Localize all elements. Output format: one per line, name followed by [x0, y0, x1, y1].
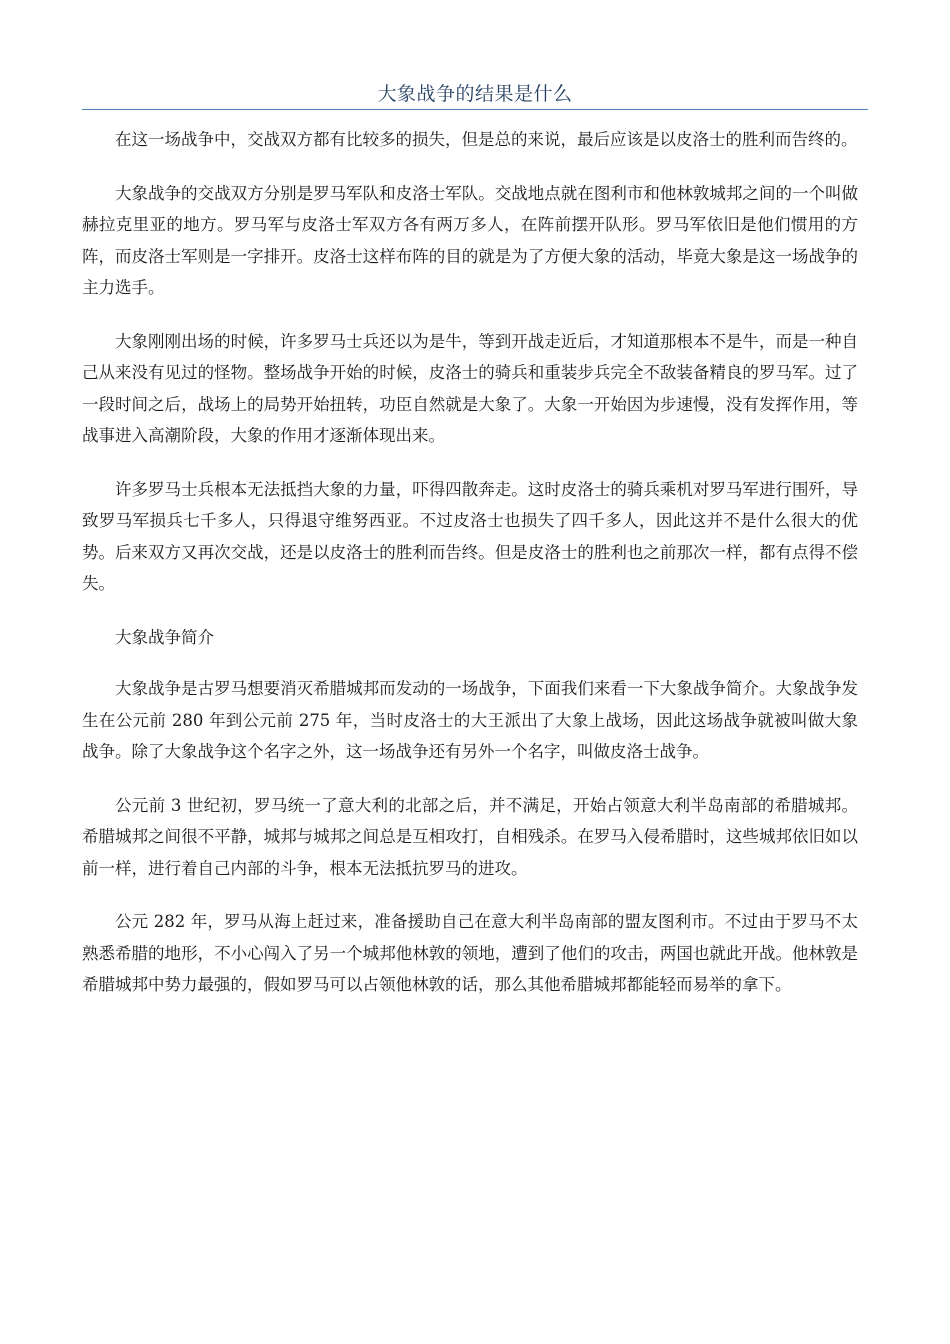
paragraph-war-introduction: 大象战争是古罗马想要消灭希腊城邦而发动的一场战争，下面我们来看一下大象战争简介。大象战争发生在公元前 280 年到公元前 275 年，当时皮洛士的大王派出了大象上战场，因此这场战争就被叫做大象战争。除了大象战争这个名字之外，这一场战争还有另外一个名字，叫做皮洛士战争。	[82, 679, 858, 761]
paragraph-roman-retreat: 许多罗马士兵根本无法抵挡大象的力量，吓得四散奔走。这时皮洛士的骑兵乘机对罗马军进行围歼，导致罗马军损兵七千多人，只得退守维努西亚。不过皮洛士也损失了四千多人，因此这并不是什么很大的优势。后来双方又再次交战，还是以皮洛士的胜利而告终。但是皮洛士的胜利也之前那次一样，都有点得不偿失。	[82, 479, 858, 593]
document-header	[82, 80, 868, 110]
document-body	[82, 124, 858, 1023]
paragraph-elephants-appear: 大象刚刚出场的时候，许多罗马士兵还以为是牛，等到开战走近后，才知道那根本不是牛，而是一种自己从来没有见过的怪物。整场战争开始的时候，皮洛士的骑兵和重装步兵完全不敌装备精良的罗马军。过了一段时间之后，战场上的局势开始扭转，功臣自然就是大象了。大象一开始因为步速慢，没有发挥作用，等战事进入高潮阶段，大象的作用才逐渐体现出来。	[82, 331, 858, 445]
paragraph-result-summary: 在这一场战争中，交战双方都有比较多的损失，但是总的来说，最后应该是以皮洛士的胜利而告终的。	[115, 130, 858, 149]
section-heading-introduction: 大象战争简介	[115, 627, 214, 647]
document-title: 大象战争的结果是什么	[377, 83, 573, 105]
paragraph-roman-expansion: 公元前 3 世纪初，罗马统一了意大利的北部之后，并不满足，开始占领意大利半岛南部的希腊城邦。希腊城邦之间很不平静，城邦与城邦之间总是互相攻打，自相残杀。在罗马入侵希腊时，这些城邦依旧如以前一样，进行着自己内部的斗争，根本无法抵抗罗马的进攻。	[82, 795, 858, 878]
paragraph-war-outbreak: 公元 282 年，罗马从海上赶过来，准备援助自己在意大利半岛南部的盟友图利市。不过由于罗马不太熟悉希腊的地形，不小心闯入了另一个城邦他林敦的领地，遭到了他们的攻击，两国也就此开战。他林敦是希腊城邦中势力最强的，假如罗马可以占领他林敦的话，那么其他希腊城邦都能轻而易举的拿下。	[82, 912, 858, 994]
paragraph-battle-sides: 大象战争的交战双方分别是罗马军队和皮洛士军队。交战地点就在图利市和他林敦城邦之间的一个叫做赫拉克里亚的地方。罗马军与皮洛士军双方各有两万多人，在阵前摆开队形。罗马军依旧是他们惯用的方阵，而皮洛士军则是一字排开。皮洛士这样布阵的目的就是为了方便大象的活动，毕竟大象是这一场战争的主力选手。	[82, 183, 858, 297]
